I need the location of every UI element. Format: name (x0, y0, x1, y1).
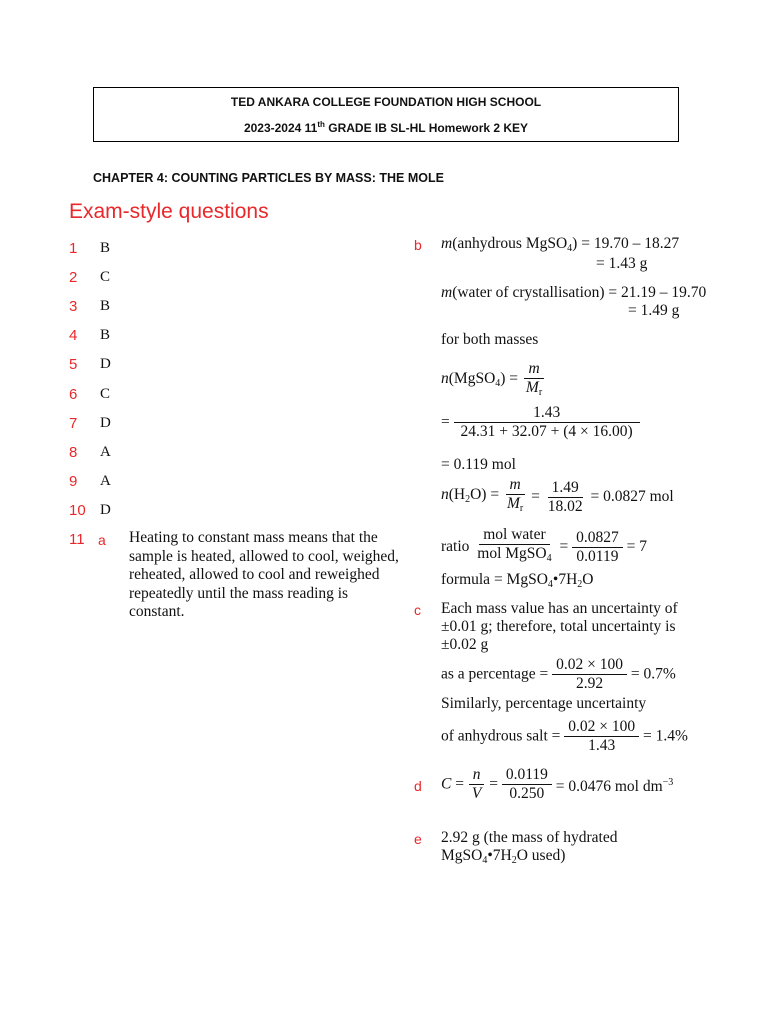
mc-answer-row (69, 240, 169, 262)
chapter-title: CHAPTER 4: COUNTING PARTICLES BY MASS: THE MOLE (93, 171, 444, 185)
mc-answer-row (69, 356, 169, 378)
q11-number: 11 (69, 531, 85, 548)
mc-answer-row (69, 444, 169, 466)
answer-letter: A (100, 473, 111, 489)
formula-line: formula = $MgSO_4•7H_2O$ (441, 571, 594, 590)
mc-answer-row (69, 473, 169, 495)
anhydrous-mass-result: = 1.43 g (596, 255, 648, 272)
anhydrous-uncertainty-equation: of anhydrous salt = $\frac{0.02 \times 100}{1.43}$ = 1.4% (441, 718, 688, 754)
answer-letter: C (100, 386, 111, 402)
hydrated-mass-text: 2.92 g (the mass of hydrated $MgSO_4•7H_2O$ used) (441, 829, 618, 866)
concentration-equation: C = $\frac{n}{V}$ = $\frac{0.0119}{0.250}$ = 0.0476 mol $dm^{-3}$ (441, 766, 674, 802)
question-number: 2 (69, 269, 78, 286)
mc-answer-row (69, 327, 169, 349)
answer-letter: D (100, 502, 111, 518)
question-number: 1 (69, 240, 78, 257)
n-mgso4-result: = 0.119 mol (441, 456, 516, 473)
q11a-label: a (98, 532, 106, 548)
q11c-label: c (414, 602, 421, 618)
q11a-answer: Heating to constant mass means that the sample is heated, allowed to cool, weighed, reheated, allowed to cool and reweighed repeatedly until the mass reading is constant. (129, 529, 399, 620)
question-number: 4 (69, 327, 78, 344)
school-name: TED ANKARA COLLEGE FOUNDATION HIGH SCHOOL (230, 95, 542, 109)
mc-answer-row (69, 386, 169, 408)
answer-letter: B (100, 327, 111, 343)
question-number: 10 (69, 502, 86, 519)
mc-answer-row (69, 502, 169, 524)
ratio-equation: ratio $\frac{\text{mol water}}{mol MgSO_4}$ = $\frac{0.0827}{0.0119}$ = 7 (441, 526, 647, 565)
uncertainty-text: Each mass value has an uncertainty of ±0.01 g; therefore, total uncertainty is ±0.02 g (441, 600, 678, 653)
question-number: 9 (69, 473, 78, 490)
answer-letter: C (100, 269, 111, 285)
answer-letter: D (100, 356, 111, 372)
n-h2o-equation: $n(H_2O)$ = $\frac{m}{M_r}$ = $\frac{1.49}{18.02}$ = 0.0827 mol (441, 476, 674, 515)
water-mass-line: m(water of crystallisation) = 21.19 – 19.70 (441, 284, 707, 301)
q11d-label: d (414, 778, 422, 794)
water-mass-result: = 1.49 g (628, 302, 680, 319)
mc-answer-row (69, 298, 169, 320)
mc-answer-row (69, 415, 169, 437)
molar-mass-fraction: = $\frac{1.43}{24.31 + 32.07 + (4 \times 16.00)}$ (441, 404, 640, 441)
both-masses-text: for both masses (441, 331, 539, 348)
percentage-uncertainty-equation: as a percentage = $\frac{0.02 \times 100}{2.92}$ = 0.7% (441, 656, 676, 692)
anhydrous-mass-line: m(anhydrous MgSO$_4$) = 19.70 – 18.27 (441, 235, 680, 254)
question-number: 3 (69, 298, 78, 315)
question-number: 7 (69, 415, 78, 432)
question-number: 6 (69, 386, 78, 403)
q11b-label: b (414, 237, 422, 253)
answer-letter: A (100, 444, 111, 460)
q11e-label: e (414, 831, 422, 847)
n-mgso4-equation: n(MgSO$_4$) = $\frac{m}{M_r}$ (441, 360, 543, 398)
answer-letter: D (100, 415, 111, 431)
homework-title: 2023-2024 11th GRADE IB SL-HL Homework 2 KEY (243, 120, 529, 135)
section-title: Exam-style questions (69, 200, 269, 223)
answer-letter: B (100, 240, 111, 256)
question-number: 5 (69, 356, 78, 373)
question-number: 8 (69, 444, 78, 461)
answer-letter: B (100, 298, 111, 314)
header-box (93, 87, 679, 142)
similarly-text: Similarly, percentage uncertainty (441, 695, 647, 712)
mc-answer-row (69, 269, 169, 291)
